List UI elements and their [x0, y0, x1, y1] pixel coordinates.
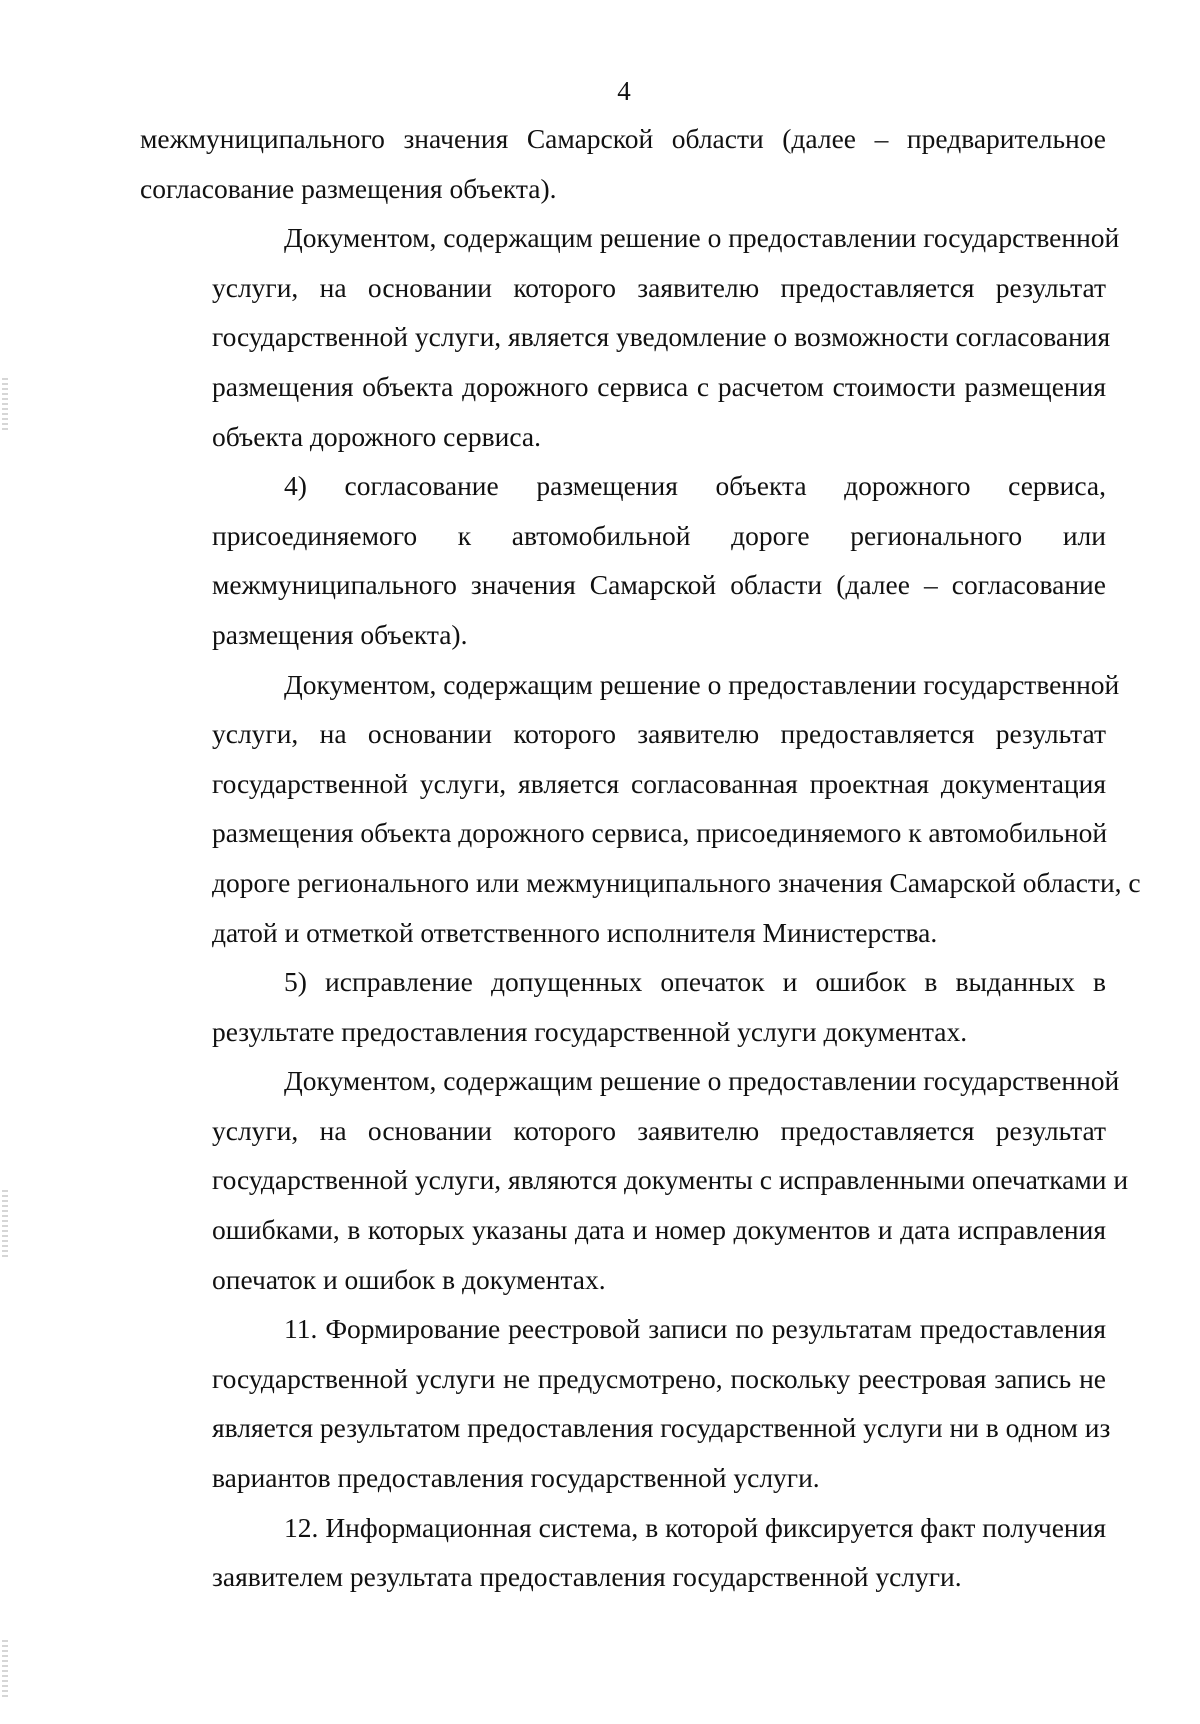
text-line: размещения объекта).	[212, 618, 468, 650]
scan-artifact	[2, 1640, 8, 1700]
text-line: услуги, на основании которого заявителю предоставляется результат	[212, 271, 1106, 303]
scan-artifact	[2, 1190, 8, 1260]
document-body	[140, 114, 1141, 1602]
paragraph	[140, 1304, 1111, 1502]
paragraph	[140, 957, 1106, 1056]
text-line: ошибками, в которых указаны дата и номер документов и дата исправления	[212, 1214, 1106, 1246]
text-line: межмуниципального значения Самарской области (далее – согласование	[212, 569, 1106, 601]
text-line: результате предоставления государственной услуги документах.	[212, 1015, 968, 1047]
text-line: государственной услуги не предусмотрено, поскольку реестровая запись не	[212, 1362, 1106, 1394]
text-line: услуги, на основании которого заявителю предоставляется результат	[212, 1114, 1106, 1146]
text-line: является результатом предоставления государственной услуги ни в одном из	[212, 1412, 1111, 1444]
paragraph	[140, 1503, 1106, 1602]
paragraph	[140, 660, 1141, 958]
text-line: 11. Формирование реестровой записи по результатам предоставления	[284, 1313, 1106, 1345]
text-line: государственной услуги, является уведомление о возможности согласования	[212, 321, 1111, 353]
text-line: государственной услуги, являются документы с исправленными опечатками и	[212, 1164, 1129, 1196]
text-line: вариантов предоставления государственной услуги.	[212, 1462, 820, 1494]
text-line: объекта дорожного сервиса.	[212, 420, 541, 452]
paragraph	[140, 114, 1106, 213]
text-line: согласование размещения объекта).	[140, 172, 557, 204]
text-line: дороге регионального или межмуниципального значения Самарской области, с	[212, 866, 1141, 898]
page-number: 4	[617, 76, 631, 106]
text-line: межмуниципального значения Самарской области (далее – предварительное	[140, 123, 1106, 154]
text-line: государственной услуги, является согласованная проектная документация	[212, 767, 1106, 799]
paragraph	[140, 213, 1120, 461]
paragraph	[140, 461, 1106, 659]
text-line: опечаток и ошибок в документах.	[212, 1263, 606, 1295]
text-line: Документом, содержащим решение о предоставлении государственной	[284, 222, 1120, 254]
text-line: Документом, содержащим решение о предоставлении государственной	[284, 1065, 1120, 1097]
text-line: услуги, на основании которого заявителю предоставляется результат	[212, 718, 1106, 750]
scan-artifact	[2, 378, 8, 430]
text-line: 4) согласование размещения объекта дорожного сервиса,	[284, 470, 1106, 502]
text-line: Документом, содержащим решение о предоставлении государственной	[284, 668, 1120, 700]
text-line: 5) исправление допущенных опечаток и ошибок в выданных в	[284, 966, 1106, 998]
text-line: заявителем результата предоставления государственной услуги.	[212, 1561, 962, 1593]
text-line: 12. Информационная система, в которой фиксируется факт получения	[284, 1511, 1106, 1543]
text-line: присоединяемого к автомобильной дороге регионального или	[212, 519, 1106, 551]
paragraph	[140, 1056, 1129, 1304]
text-line: датой и отметкой ответственного исполнителя Министерства.	[212, 916, 938, 948]
text-line: размещения объекта дорожного сервиса, присоединяемого к автомобильной	[212, 817, 1108, 849]
text-line: размещения объекта дорожного сервиса с расчетом стоимости размещения	[212, 370, 1106, 402]
